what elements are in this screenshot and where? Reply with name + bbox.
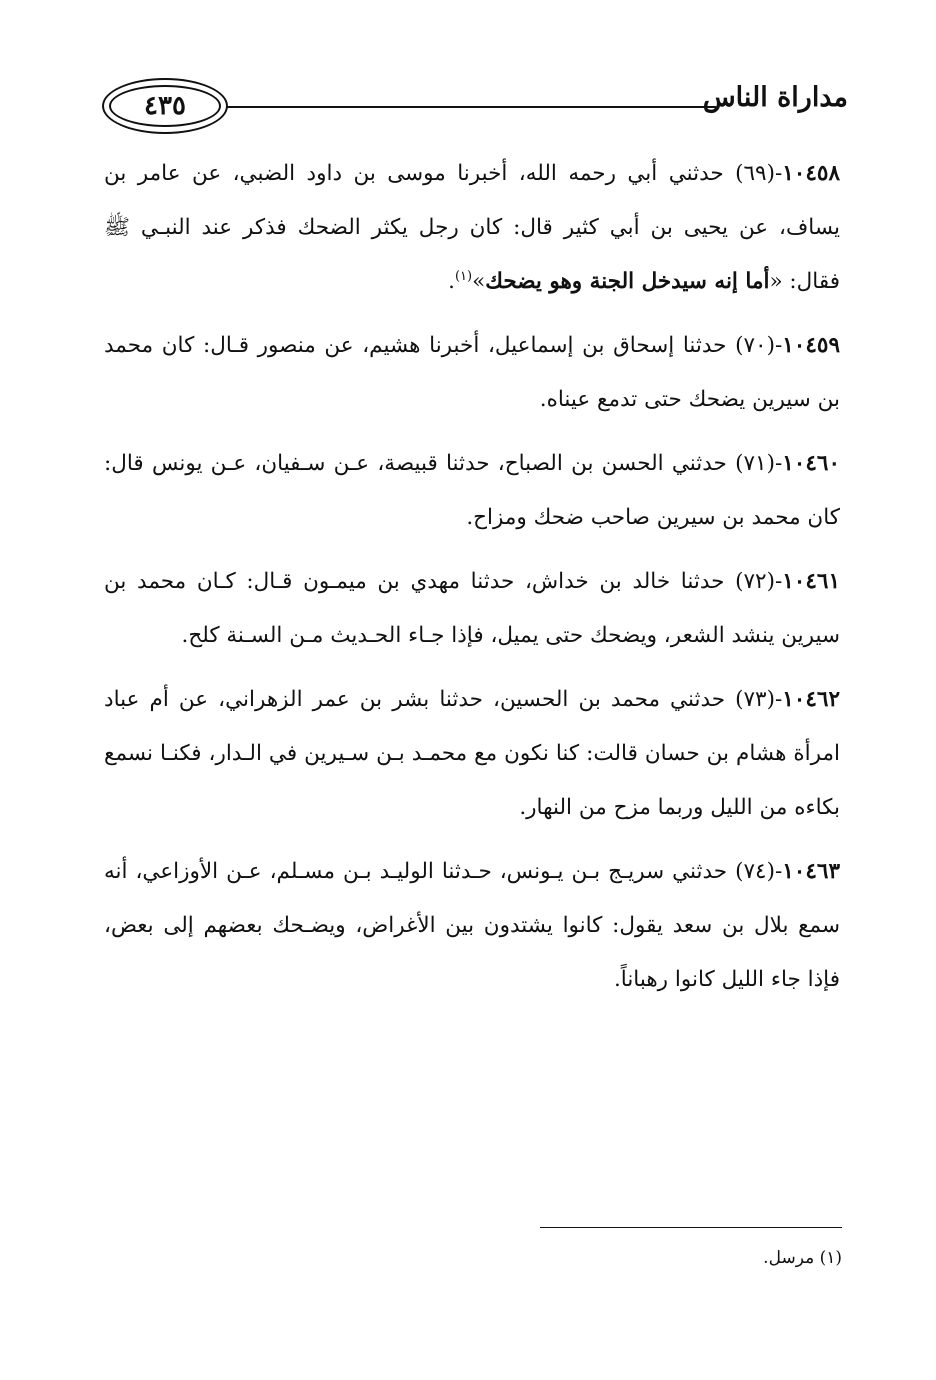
hadith-text: -(٧٢) حدثنا خالد بن خداش، حدثنا مهدي بن ميمـون قـال: كـان محمد بن سيرين ينشد الشعر، ويضحك حتى يميل، فإذا جـاء الحـديث مـن السـنة كلح. (104, 569, 840, 648)
hadith-ending: . (448, 269, 455, 294)
hadith-number: ١٠٤٥٩ (782, 333, 840, 358)
page-number-oval (102, 78, 228, 134)
hadith-text: -(٧١) حدثني الحسن بن الصباح، حدثنا قبيصة، عـن سـفيان، عـن يونس قال: كان محمد بن سيرين صاحب ضحك ومزاح. (104, 451, 840, 530)
hadith-entry (104, 437, 840, 545)
hadith-text: -(٧٠) حدثنا إسحاق بن إسماعيل، أخبرنا هشيم، عن منصور قـال: كان محمد بن سيرين يضحك حتى تدمع عيناه. (104, 333, 840, 412)
hadith-number: ١٠٤٦٠ (782, 451, 840, 476)
hadith-number: ١٠٤٥٨ (782, 161, 840, 186)
hadith-text: -(٦٩) حدثني أبي رحمه الله، أخبرنا موسى بن داود الضبي، عن عامر بن يساف، عن يحيى بن أبي كثير قال: كان رجل يكثر الضحك فذكر عند النبـي ﷺ فقال: « (104, 161, 840, 294)
hadith-number: ١٠٤٦٣ (782, 859, 840, 884)
page-body (104, 147, 840, 1017)
quote-close: » (472, 269, 486, 294)
header-rule (226, 106, 716, 108)
hadith-entry (104, 319, 840, 427)
hadith-quote: أما إنه سيدخل الجنة وهو يضحك (485, 269, 770, 294)
hadith-entry (104, 845, 840, 1007)
hadith-number: ١٠٤٦٢ (782, 687, 840, 712)
hadith-text: -(٧٣) حدثني محمد بن الحسين، حدثنا بشر بن عمر الزهراني، عن أم عباد امرأة هشام بن حسان قالت: كنا نكون مع محمـد بـن سـيرين في الـدار، فكنـا نسمع بكاءه من الليل وربما مزح من النهار. (104, 687, 840, 820)
footnote-separator (540, 1227, 842, 1228)
page-header (100, 72, 848, 142)
hadith-text: -(٧٤) حدثني سريـج بـن يـونس، حـدثنا الوليـد بـن مسـلم، عـن الأوزاعي، أنه سمع بلال بن سعد يقول: كانوا يشتدون بين الأغراض، ويضـحك بعضهم إلى بعض، فإذا جاء الليل كانوا رهباناً. (104, 859, 840, 992)
running-title: مداراة الناس (702, 82, 848, 113)
hadith-entry (104, 147, 840, 309)
page-number: ٤٣٥ (144, 91, 186, 121)
hadith-entry (104, 555, 840, 663)
hadith-entry (104, 673, 840, 835)
footnote: (١) مرسل. (763, 1248, 842, 1268)
footnote-ref: (١) (454, 268, 473, 284)
hadith-number: ١٠٤٦١ (782, 569, 840, 594)
